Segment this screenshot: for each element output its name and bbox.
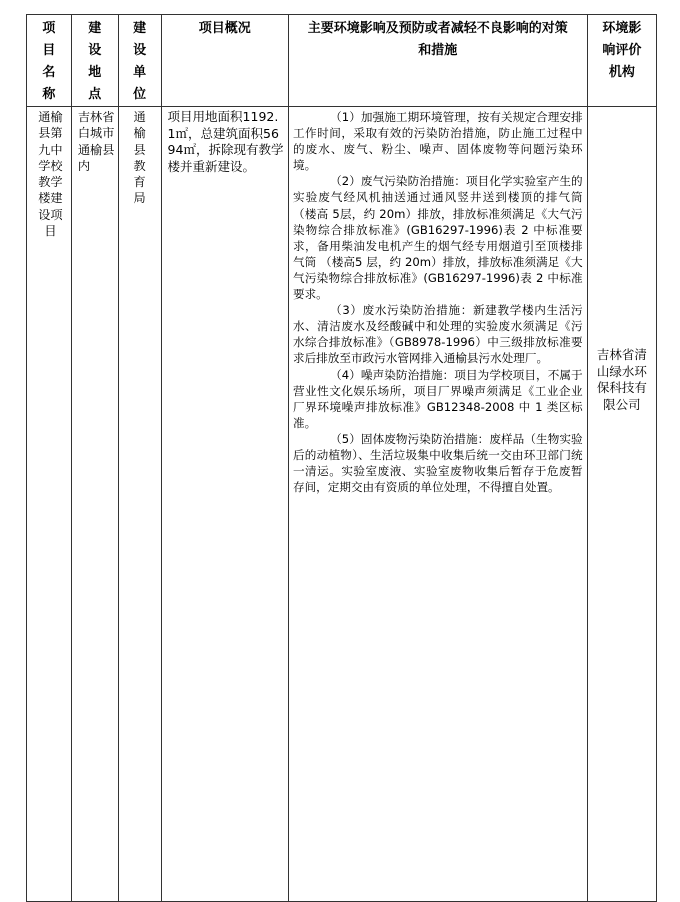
cell-location (71, 107, 118, 902)
header-measures (288, 15, 587, 107)
overview-text: 项目用地面积1192.1㎡，总建筑面积5694㎡，拆除现有教学楼并重新建设。 (167, 109, 284, 174)
header-measures-text: 主要环境影响及预防或者减轻不良影响的对策和措施 (307, 21, 568, 58)
header-eia-org-text: 环境影响评价机构 (602, 21, 642, 80)
header-eia-org (587, 15, 656, 107)
header-overview (161, 15, 288, 107)
location-text: 吉林省白城市通榆县内 (77, 110, 115, 173)
measure-5: （5）固体废物污染防治措施：废样品（生物实验后的动植物）、生活垃圾集中收集后统一交由环卫部门统一清运。实验室废液、实验室废物收集后暂存于危废暂存间，定期交由有资质的单位处理，不得擅自处置。 (292, 431, 583, 495)
header-unit-text: 建设单位 (133, 21, 147, 102)
header-row (27, 15, 657, 107)
header-overview-text: 项目概况 (198, 21, 251, 36)
eia-table (26, 14, 657, 902)
measure-3: （3）废水污染防治措施：新建教学楼内生活污水、清洁废水及经酸碱中和处理的实验废水须满足《污水综合排放标准》（GB8978-1996）中三级排放标准要求后排放至市政污水管网排入通榆县污水处理厂。 (292, 303, 583, 366)
header-location-text: 建设地点 (88, 21, 102, 102)
cell-project-name (27, 107, 72, 902)
cell-eia-org (587, 107, 656, 902)
unit-text: 通榆县教育局 (133, 110, 146, 206)
measure-4: （4）噪声染防治措施：项目为学校项目，不属于营业性文化娱乐场所，项目厂界噪声须满足《工业企业厂界环境噪声排放标准》GB12348-2008 中 1 类区标准。 (292, 367, 583, 430)
cell-unit (118, 107, 161, 902)
table-row (27, 107, 657, 902)
measure-2: （2）废气污染防治措施：项目化学实验室产生的实验废气经风机抽送通过通风竖井送到楼顶的排气筒 （楼高 5层，约 20m）排放，排放标准须满足《大气污染物综合排放标准》(GB16297-1996)表 2 中标准要求，备用柴油发电机产生的烟气经专用烟道引至顶楼排气筒 （楼高5 层，约 20m）排放，排放标准须满足《大气污染物综合排放标准》(GB16297-1996)表 2 中标准要求。 (292, 174, 583, 302)
cell-measures (288, 107, 587, 902)
header-project-name (27, 15, 72, 107)
cell-overview (161, 107, 288, 902)
project-name-text: 通榆县第九中学校教学楼建设项目 (38, 110, 63, 239)
measure-1: （1）加强施工期环境管理，按有关规定合理安排工作时间，采取有效的污染防治措施，防止施工过程中的废水、废气、粉尘、噪声、固体废物等问题污染环境。 (292, 110, 583, 173)
header-unit (118, 15, 161, 107)
header-project-name-text: 项目名称 (42, 21, 56, 102)
header-location (71, 15, 118, 107)
eia-org-text: 吉林省清山绿水环保科技有限公司 (596, 347, 647, 412)
